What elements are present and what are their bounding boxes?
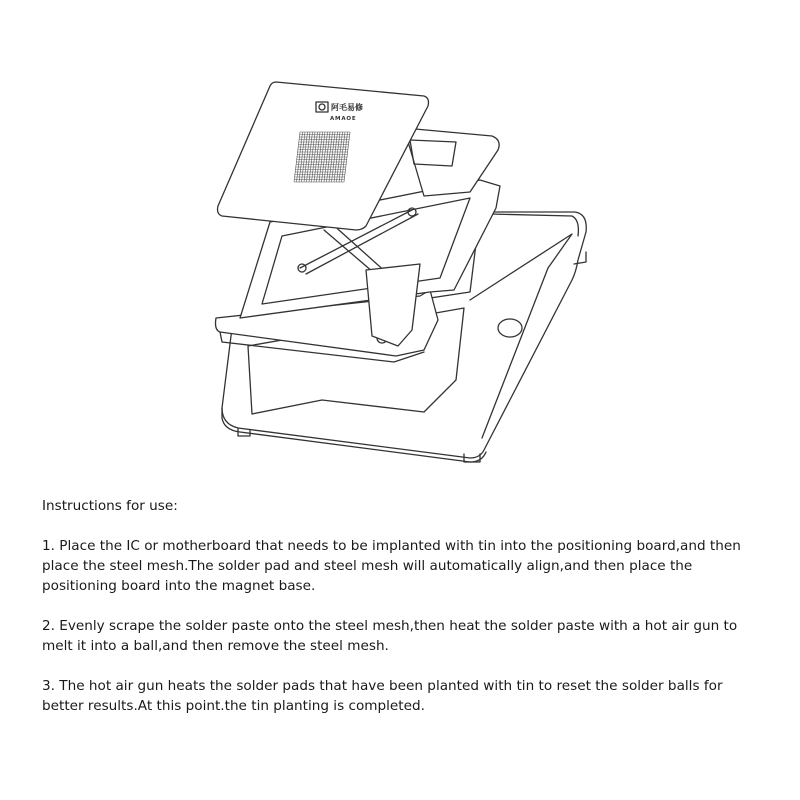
instruction-step-3: 3. The hot air gun heats the solder pads that have been planted with tin to reset the solder balls for better results.At this point.the tin planting is completed. — [42, 678, 723, 714]
instructions-section — [42, 496, 762, 736]
solder-mesh-grid — [294, 132, 350, 182]
instructions-heading: Instructions for use: — [42, 498, 178, 514]
instruction-step-2: 2. Evenly scrape the solder paste onto the steel mesh,then heat the solder paste with a hot air gun to melt it into a ball,and then remove the steel mesh. — [42, 618, 738, 654]
brand-logo-chinese: 阿毛易修 — [331, 103, 363, 112]
instruction-step-1: 1. Place the IC or motherboard that needs to be implanted with tin into the positioning board,and then place the steel mesh.The solder pad and steel mesh will automatically align,and then place the positioning board into the magnet base. — [42, 538, 741, 594]
brand-logo: AMAOE — [330, 116, 357, 122]
